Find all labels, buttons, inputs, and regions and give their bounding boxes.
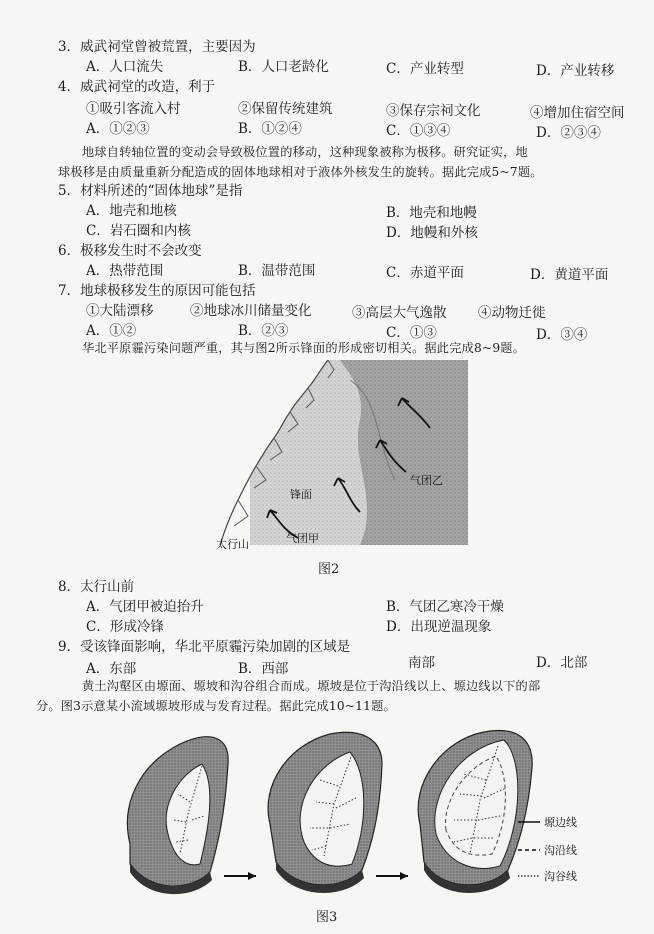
legend-rim-label: 塬边线	[544, 816, 577, 829]
q9-option-a: A．东部	[86, 661, 137, 677]
label-air-mass-b: 气团乙	[410, 474, 443, 487]
q7-item-3: ③高层大气逸散	[352, 305, 447, 321]
q6-option-a: A．热带范围	[86, 263, 164, 279]
q8-stem: 8．太行山前	[58, 579, 135, 595]
q4-option-c: C．①③④	[386, 123, 451, 139]
q8-option-b: B．气团乙寒冷干燥	[386, 599, 504, 615]
q5-option-a: A．地壳和地核	[86, 203, 177, 219]
q3-option-c: C．产业转型	[386, 61, 464, 77]
legend-valley-label: 沟谷线	[544, 870, 577, 883]
passage-polar-motion-line1: 地球自转轴位置的变动会导致极位置的移动，这种现象被称为极移。研究证实，地	[82, 145, 528, 159]
passage-polar-motion	[58, 142, 638, 182]
stage-3-block	[418, 731, 532, 893]
passage-polar-motion-line2: 球极移是由质量重新分配造成的固体地球相对于液体外核发生的旋转。据此完成5~7题。	[58, 165, 543, 179]
q6-option-d: D．黄道平面	[530, 267, 609, 283]
q8-option-a: A．气团甲被迫抬升	[86, 599, 204, 615]
q7-option-c: C．①③	[386, 325, 437, 341]
q7-item-2: ②地球冰川储量变化	[190, 303, 312, 319]
passage-haze	[58, 338, 638, 358]
passage-loess-line2: 分。图3示意某小流域塬坡形成与发育过程。据此完成10~11题。	[36, 699, 396, 713]
stage-1-block	[127, 737, 228, 894]
figure-3-gully-development	[120, 724, 630, 904]
q5-option-c: C．岩石圈和内核	[86, 223, 191, 239]
q4-option-a: A．①②③	[86, 121, 150, 137]
legend-edge-label: 沟沿线	[544, 844, 577, 857]
stage-2-block	[268, 732, 382, 893]
figure-3-caption: 图3	[316, 910, 338, 925]
passage-loess	[36, 676, 638, 716]
q7-option-d: D．③④	[536, 327, 588, 343]
q5-stem: 5．材料所述的“固体地球”是指	[58, 183, 243, 199]
q7-item-1: ①大陆漂移	[86, 303, 154, 319]
figure-2-caption: 图2	[318, 562, 340, 577]
label-front: 锋面	[290, 488, 312, 501]
q4-stem: 4．威武祠堂的改造，利于	[58, 79, 216, 95]
q3-option-b: B．人口老龄化	[238, 59, 329, 75]
q4-option-d: D．②③④	[536, 125, 601, 141]
q4-item-3: ③保存宗祠文化	[386, 103, 481, 119]
q4-option-b: B．①②④	[238, 121, 302, 137]
label-taihang: 太行山	[216, 538, 249, 550]
q9-stem: 9．受该锋面影响，华北平原霾污染加剧的区域是	[58, 639, 351, 655]
q9-option-c: 南部	[408, 655, 435, 671]
figure-3-legend	[518, 815, 577, 883]
passage-loess-line1: 黄土沟壑区由塬面、塬坡和沟谷组合而成。塬坡是位于沟沿线以上、塬边线以下的部	[82, 679, 541, 693]
q7-stem: 7．地球极移发生的原因可能包括	[58, 283, 256, 299]
q4-item-4: ④增加住宿空间	[530, 105, 625, 121]
q5-option-d: D．地幔和外核	[386, 225, 478, 241]
passage-haze-line1: 华北平原霾污染问题严重，其与图2所示锋面的形成密切相关。据此完成8~9题。	[82, 341, 526, 355]
q7-item-4: ④动物迁徙	[478, 305, 546, 321]
label-air-mass-a: 气团甲	[286, 532, 319, 545]
q5-option-b: B．地壳和地幔	[386, 205, 477, 221]
q6-option-c: C．赤道平面	[386, 265, 464, 281]
q4-item-1: ①吸引客流入村	[86, 101, 181, 117]
q6-option-b: B．温带范围	[238, 263, 316, 279]
q3-option-d: D．产业转移	[536, 63, 615, 79]
q4-item-2: ②保留传统建筑	[238, 101, 333, 117]
figure-2-front-diagram	[210, 360, 470, 550]
q8-option-c: C．形成冷锋	[86, 619, 164, 635]
q3-stem: 3．威武祠堂曾被荒置，主要因为	[58, 39, 256, 55]
q8-option-d: D．出现逆温现象	[386, 619, 492, 635]
q6-stem: 6．极移发生时不会改变	[58, 243, 202, 259]
q3-option-a: A．人口流失	[86, 59, 164, 75]
q7-option-b: B．②③	[238, 323, 289, 339]
q9-option-d: D．北部	[536, 655, 588, 671]
q7-option-a: A．①②	[86, 323, 137, 339]
q9-option-b: B．西部	[238, 661, 289, 677]
